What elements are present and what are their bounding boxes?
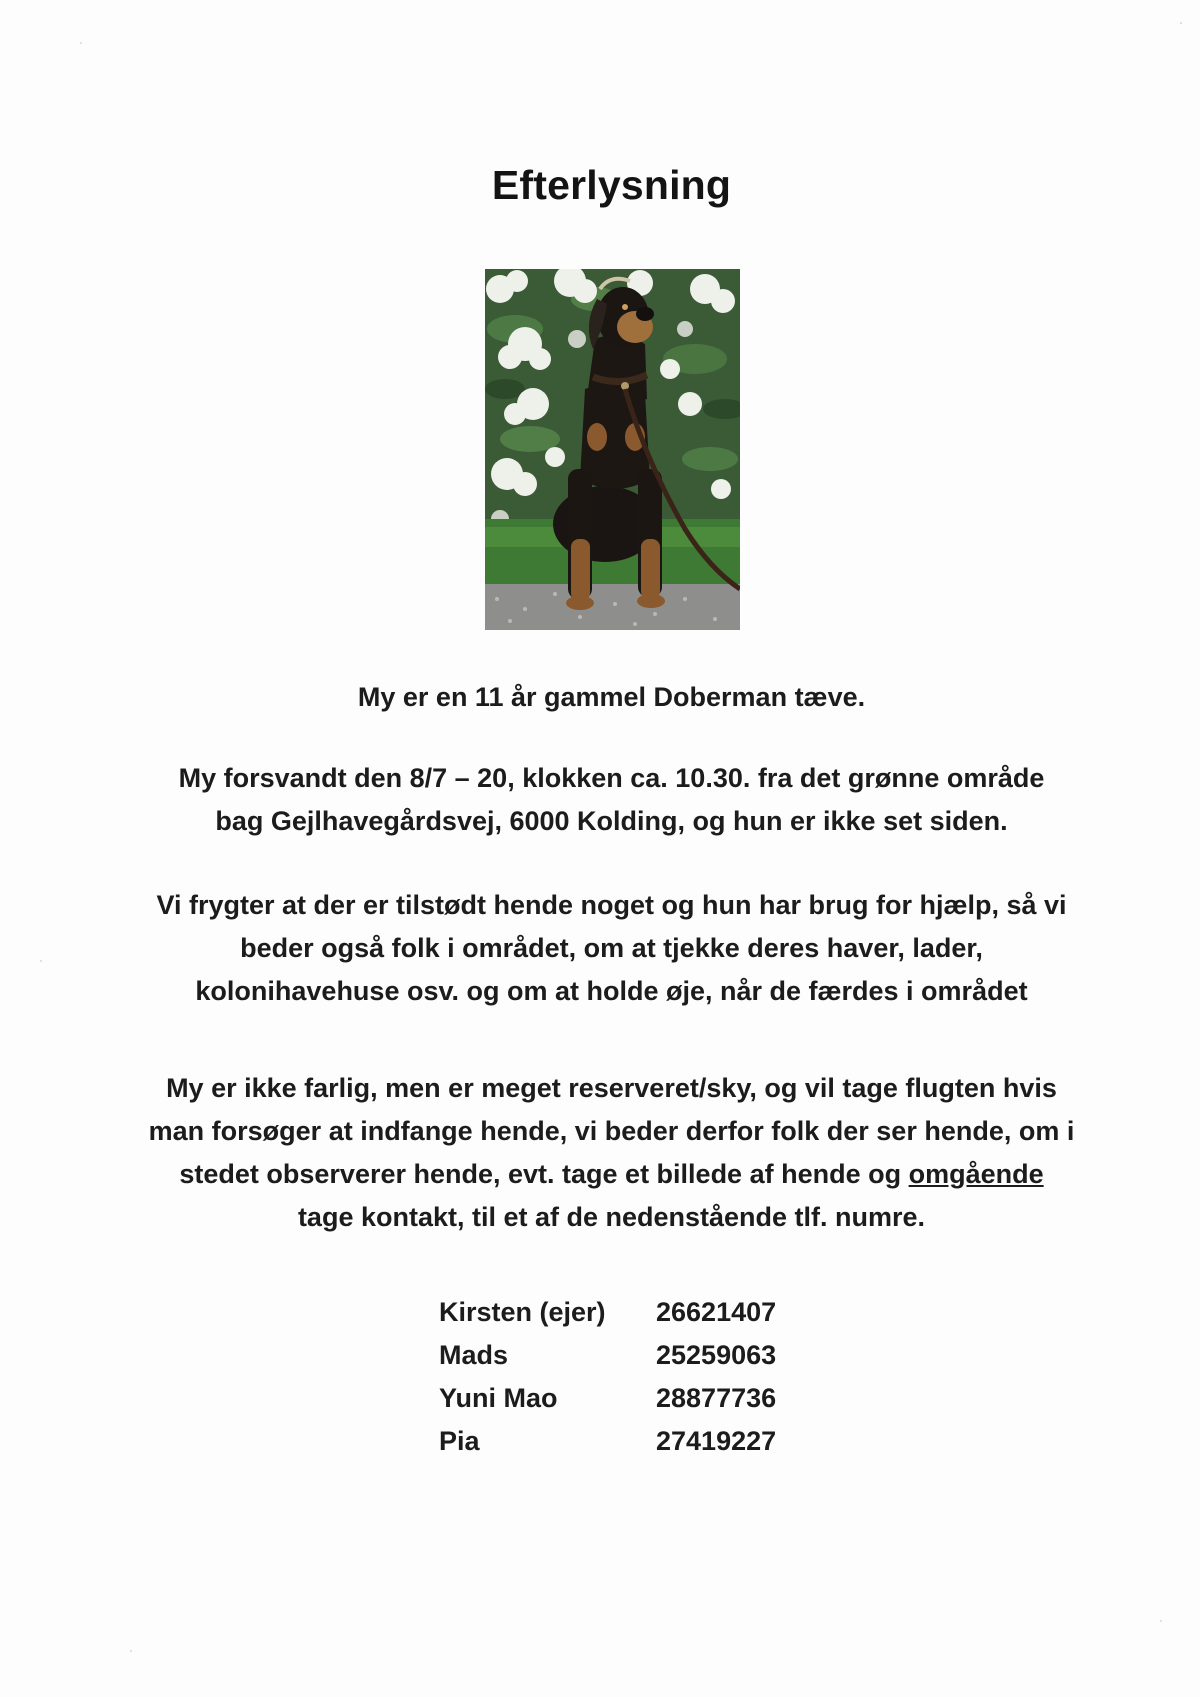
scan-speck — [80, 42, 82, 44]
contact-name: Yuni Mao — [439, 1383, 558, 1413]
contact-name: Kirsten (ejer) — [439, 1297, 606, 1327]
contact-phone: 25259063 — [656, 1340, 777, 1370]
disappearance-paragraph — [110, 757, 1113, 843]
doberman-photo — [485, 269, 740, 630]
intro-paragraph — [110, 676, 1113, 719]
help-line-2: beder også folk i området, om at tjekke deres haver, lader, — [240, 933, 983, 963]
contact-row — [439, 1377, 816, 1420]
contact-list — [439, 1291, 816, 1463]
contact-phone: 26621407 — [656, 1297, 777, 1327]
contact-phone: 27419227 — [656, 1426, 777, 1456]
warning-line-3 — [110, 1153, 1113, 1196]
scan-speck — [130, 1650, 132, 1652]
intro-line: My er en 11 år gammel Doberman tæve. — [357, 682, 866, 712]
contact-phone: 28877736 — [656, 1383, 777, 1413]
warning-paragraph — [110, 1067, 1113, 1239]
disappearance-line-1: My forsvandt den 8/7 – 20, klokken ca. 10.30. fra det grønne område — [178, 763, 1045, 793]
contact-row — [439, 1334, 816, 1377]
help-paragraph — [110, 884, 1113, 1013]
warning-line-4: tage kontakt, til et af de nedenstående tlf. numre. — [297, 1202, 926, 1232]
help-line-1: Vi frygter at der er tilstødt hende noget og hun har brug for hjælp, så vi — [156, 890, 1067, 920]
contact-row — [439, 1291, 816, 1334]
warning-line-1: My er ikke farlig, men er meget reserveret/sky, og vil tage flugten hvis — [166, 1073, 1057, 1103]
help-line-3: kolonihavehuse osv. og om at holde øje, når de færdes i området — [195, 976, 1028, 1006]
contact-name: Mads — [439, 1340, 509, 1370]
contact-name: Pia — [439, 1426, 480, 1456]
disappearance-line-2: bag Gejlhavegårdsvej, 6000 Kolding, og hun er ikke set siden. — [215, 806, 1008, 836]
contact-row — [439, 1420, 816, 1463]
scan-speck — [1160, 1620, 1162, 1622]
warning-line-3-text: stedet observerer hende, evt. tage et billede af hende og — [179, 1159, 909, 1189]
warning-line-2: man forsøger at indfange hende, vi beder derfor folk der ser hende, om i — [148, 1116, 1075, 1146]
scan-speck — [1180, 22, 1182, 24]
scan-speck — [40, 960, 42, 962]
underlined-word-omgaende: omgående — [908, 1159, 1044, 1189]
flyer-title: Efterlysning — [491, 162, 732, 208]
